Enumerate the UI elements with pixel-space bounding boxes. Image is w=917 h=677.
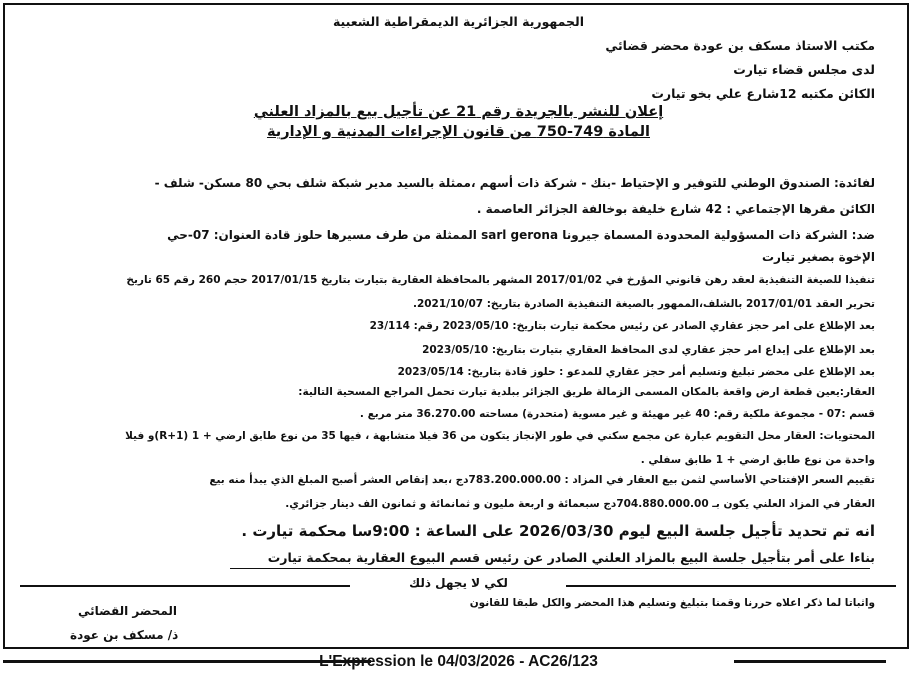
divider-right: [566, 585, 896, 587]
contents-line-1: المحتويات: العقار محل التقويم عبارة عن مجمع سكني في طور الإنجاز يتكون من 36 فيلا متشابهة ، فيها 35 من نوع طابق ارضي + 1 (R+1)و فيلا: [125, 430, 875, 442]
closing-statement: واثباتا لما ذكر اعلاه حررنا وقمنا بتبليغ وتسليم هذا المحضر والكل طبقا للقانون: [469, 597, 875, 609]
signature-name: ذ/ مسكف بن عودة: [70, 628, 179, 642]
publication-reference: L'Expression le 04/03/2026 - AC26/123: [319, 653, 598, 670]
postponement-order-line: بناءا على أمر بتأجيل جلسة البيع بالمزاد العلني الصادر عن رئيس قسم البيوع العقارية بمحكمة تيارت: [267, 550, 875, 565]
price-line-1: تقييم السعر الإفتتاحي الأساسي لثمن بيع العقار في المزاد : 783.200.000.00دج ،بعد إنقاص العشر أصبح المبلغ الذي يبدأ منه بيع: [209, 474, 875, 486]
divider-top: [230, 568, 870, 569]
seizure-deposit-line: بعد الإطلاع على إيداع امر حجز عقاري لدى المحافظ العقاري بتيارت بتاريخ: 2023/05/10: [422, 344, 875, 356]
beneficiary-line: لفائدة: الصندوق الوطني للتوفير و الإحتياط -بنك - شركة ذات أسهم ،ممثلة بالسيد مدير شبكة شلف بحي 80 مسكن- شلف -: [154, 176, 875, 190]
execution-line-2: تحرير العقد 2017/01/01 بالشلف،الممهور بالصيغة التنفيذية الصادرة بتاريخ: 2021/10/07.: [412, 298, 875, 310]
execution-line-1: تنفيذا للصيغة التنفيذية لعقد رهن قانوني المؤرخ في 2017/01/02 المشهر بالمحافظة العقارية بتيارت بتاريخ 2017/01/15 حجم 260 رقم 65 تاريخ: [126, 274, 875, 286]
headquarters-line: الكائن مقرها الإجتماعي : 42 شارع خليفة بوخالفة الجزائر العاصمة .: [476, 202, 875, 216]
office-address: الكائن مكتبه 12شارع علي بخو تيارت: [651, 86, 875, 101]
defendant-address-line: الإخوة بصغير تيارت: [761, 250, 875, 264]
bailiff-office: مكتب الاستاذ مسكف بن عودة محضر قضائي: [605, 38, 875, 53]
seizure-order-line: بعد الإطلاع على امر حجز عقاري الصادر عن رئيس محكمة تيارت بتاريخ: 2023/05/10 رقم: 23/114: [369, 320, 875, 332]
announcement-article: المادة 749-750 من قانون الإجراءات المدنية و الإدارية: [266, 124, 650, 140]
republic-header: الجمهورية الجزائرية الديمقراطية الشعبية: [332, 14, 585, 29]
session-date-line: انه تم تحديد تأجيل جلسة البيع ليوم 2026/03/30 على الساعة : 9:00سا محكمة تيارت .: [241, 522, 875, 540]
court-name: لدى مجلس قضاء تيارت: [733, 62, 875, 77]
property-line: العقار:يعين قطعة ارض واقعة بالمكان المسمى الزمالة طريق الجزائر ببلدية تيارت تحمل المراجع المسحية التالية:: [298, 386, 875, 398]
signature-role: المحضر القضائي: [78, 604, 178, 618]
seizure-notification-line: بعد الإطلاع على محضر تبليغ وتسليم أمر حجز عقاري للمدعو : حلوز قادة بتاريخ: 2023/05/14: [397, 366, 875, 378]
publication-footer: [0, 650, 917, 674]
contents-line-2: واحدة من نوع طابق ارضي + 1 طابق سفلي .: [640, 454, 875, 466]
section-line: قسم :07 - مجموعة ملكية رقم: 40 غير مهيئة و غير مسوية (متحدرة) مساحته 36.270.00 متر مربع .: [359, 408, 875, 420]
defendant-line: ضد: الشركة ذات المسؤولية المحدودة المسماة جيرونا sarl gerona الممثلة من طرف مسيرها حلوز قادة العنوان: 07-حي: [167, 228, 875, 242]
for-the-record-line: لكي لا يجهل ذلك: [409, 576, 508, 590]
price-line-2: العقار في المزاد العلني يكون بـ 704.880.000.00دج سبعمائة و اربعة مليون و ثمانمائة و ثمانون الف دينار جزائري.: [285, 498, 875, 510]
announcement-title: إعلان للنشر بالجريدة رقم 21 عن تأجيل بيع بالمزاد العلني: [253, 104, 664, 120]
footer-bar-right: [734, 660, 886, 663]
